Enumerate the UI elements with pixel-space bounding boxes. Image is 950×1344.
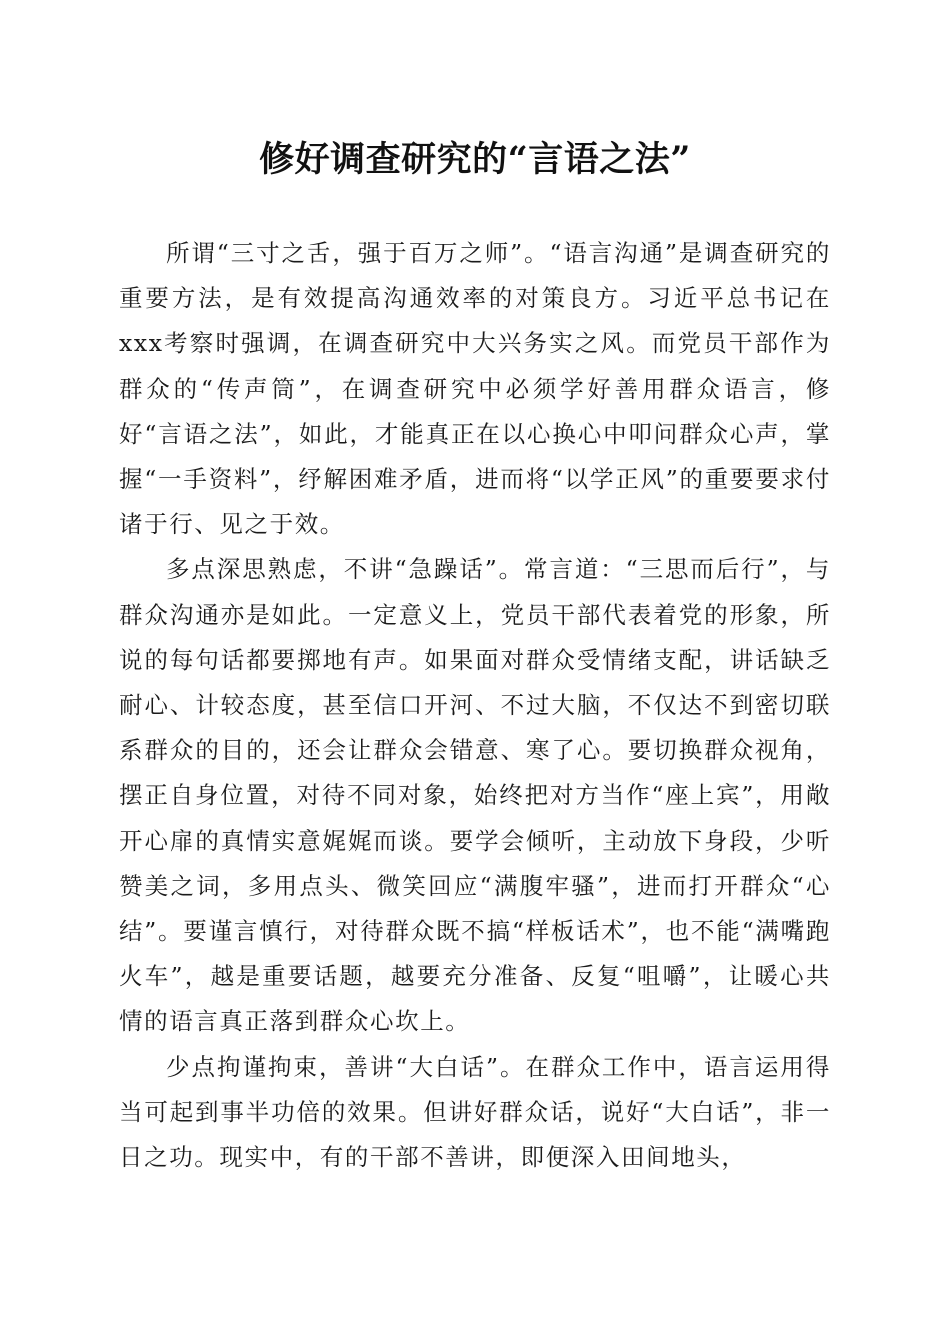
paragraph-intro: 所谓“三寸之舌，强于百万之师”。“语言沟通”是调查研究的重要方法，是有效提高沟通效率的对策良方。习近平总书记在xxx考察时强调，在调查研究中大兴务实之风。而党员干部作为群众的“传声筒”，在调查研究中必须学好善用群众语言，修好“言语之法”，如此，才能真正在以心换心中叩问群众心声，掌握“一手资料”，纾解困难矛盾，进而将“以学正风”的重要要求付诸于行、见之于效。 xyxy=(119,239,831,539)
paragraph-point-two: 少点拘谨拘束，善讲“大白话”。在群众工作中，语言运用得当可起到事半功倍的效果。但讲好群众话，说好“大白话”，非一日之功。现实中，有的干部不善讲，即便深入田间地头， xyxy=(119,1052,831,1172)
document-title: 修好调查研究的“言语之法” xyxy=(259,139,691,180)
document-body xyxy=(119,231,831,1180)
paragraph-point-one: 多点深思熟虑，不讲“急躁话”。常言道：“三思而后行”，与群众沟通亦是如此。一定意义上，党员干部代表着党的形象，所说的每句话都要掷地有声。如果面对群众受情绪支配，讲话缺乏耐心、计较态度，甚至信口开河、不过大脑，不仅达不到密切联系群众的目的，还会让群众会错意、寒了心。要切换群众视角，摆正自身位置，对待不同对象，始终把对方当作“座上宾”，用敞开心扉的真情实意娓娓而谈。要学会倾听，主动放下身段，少听赞美之词，多用点头、微笑回应“满腹牢骚”，进而打开群众“心结”。要谨言慎行，对待群众既不搞“样板话术”，也不能“满嘴跑火车”，越是重要话题，越要充分准备、反复“咀嚼”，让暖心共情的语言真正落到群众心坎上。 xyxy=(119,555,831,1036)
